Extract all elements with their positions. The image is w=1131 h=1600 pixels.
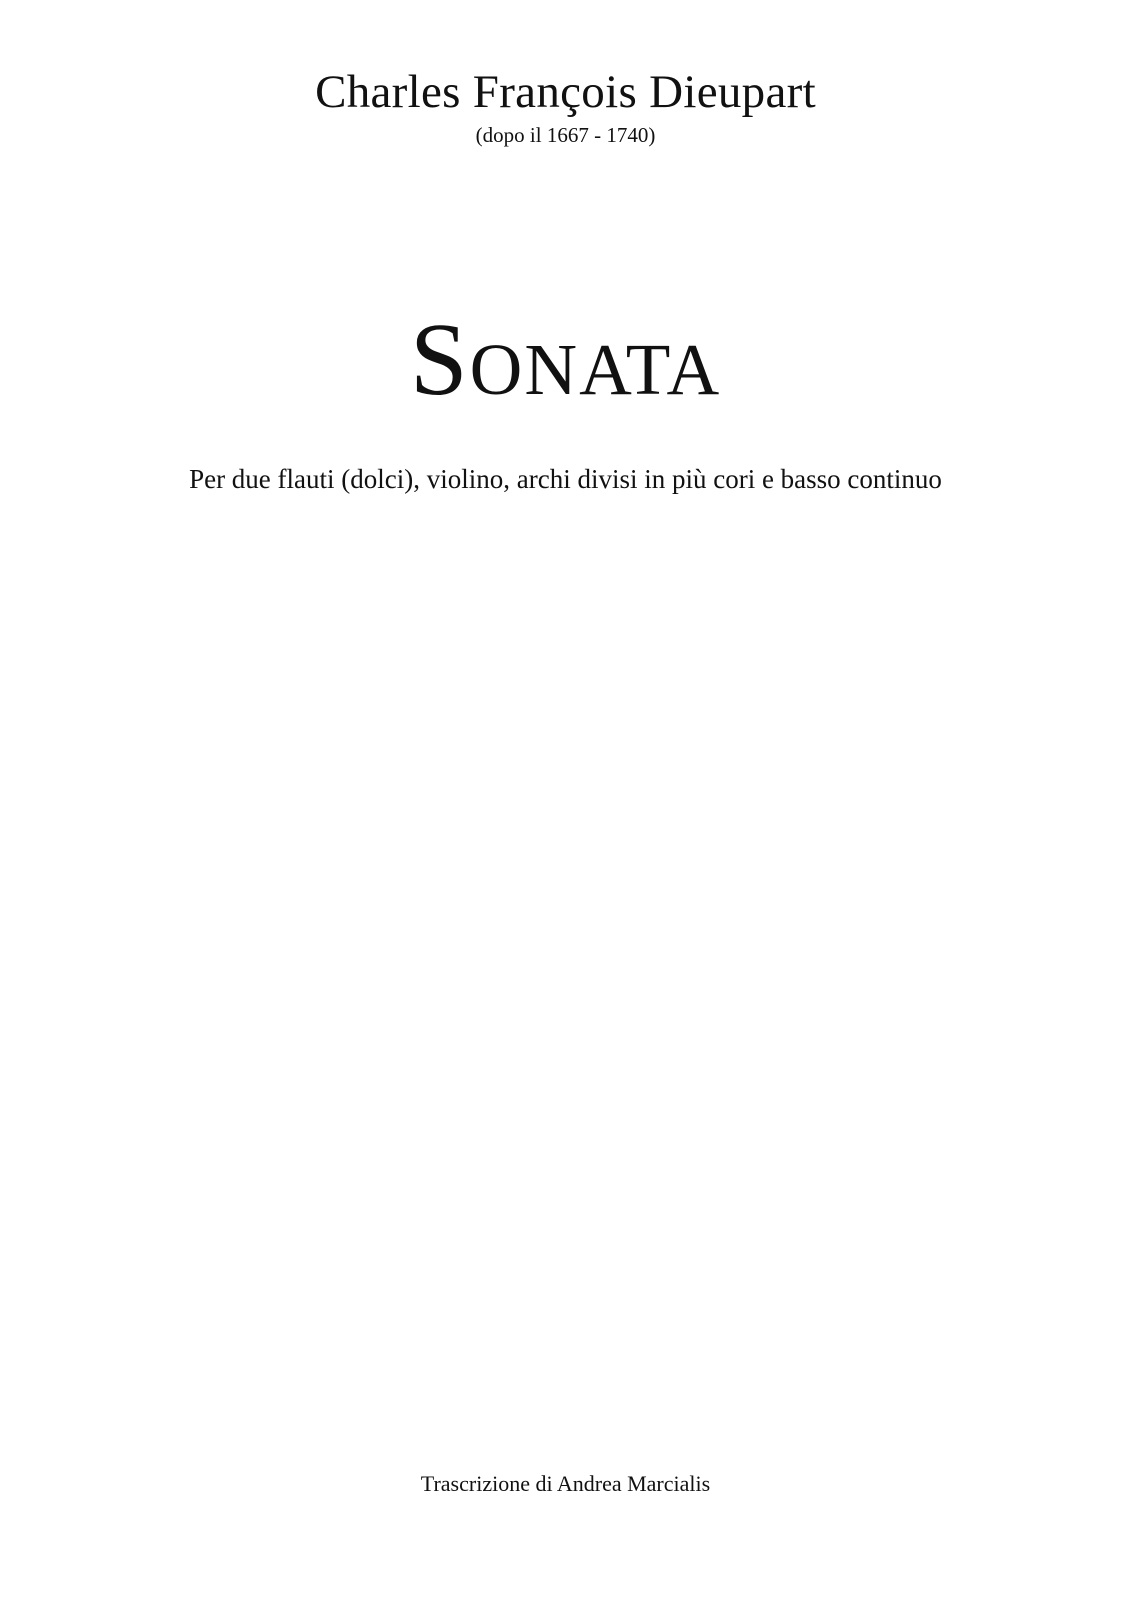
work-title: Sonata xyxy=(409,302,722,417)
composer-name: Charles François Dieupart xyxy=(315,66,816,118)
transcription-credit: Trascrizione di Andrea Marcialis xyxy=(420,1471,711,1496)
composer-dates: (dopo il 1667 - 1740) xyxy=(475,123,656,147)
instrumentation-subtitle: Per due flauti (dolci), violino, archi divisi in più cori e basso continuo xyxy=(189,464,942,494)
